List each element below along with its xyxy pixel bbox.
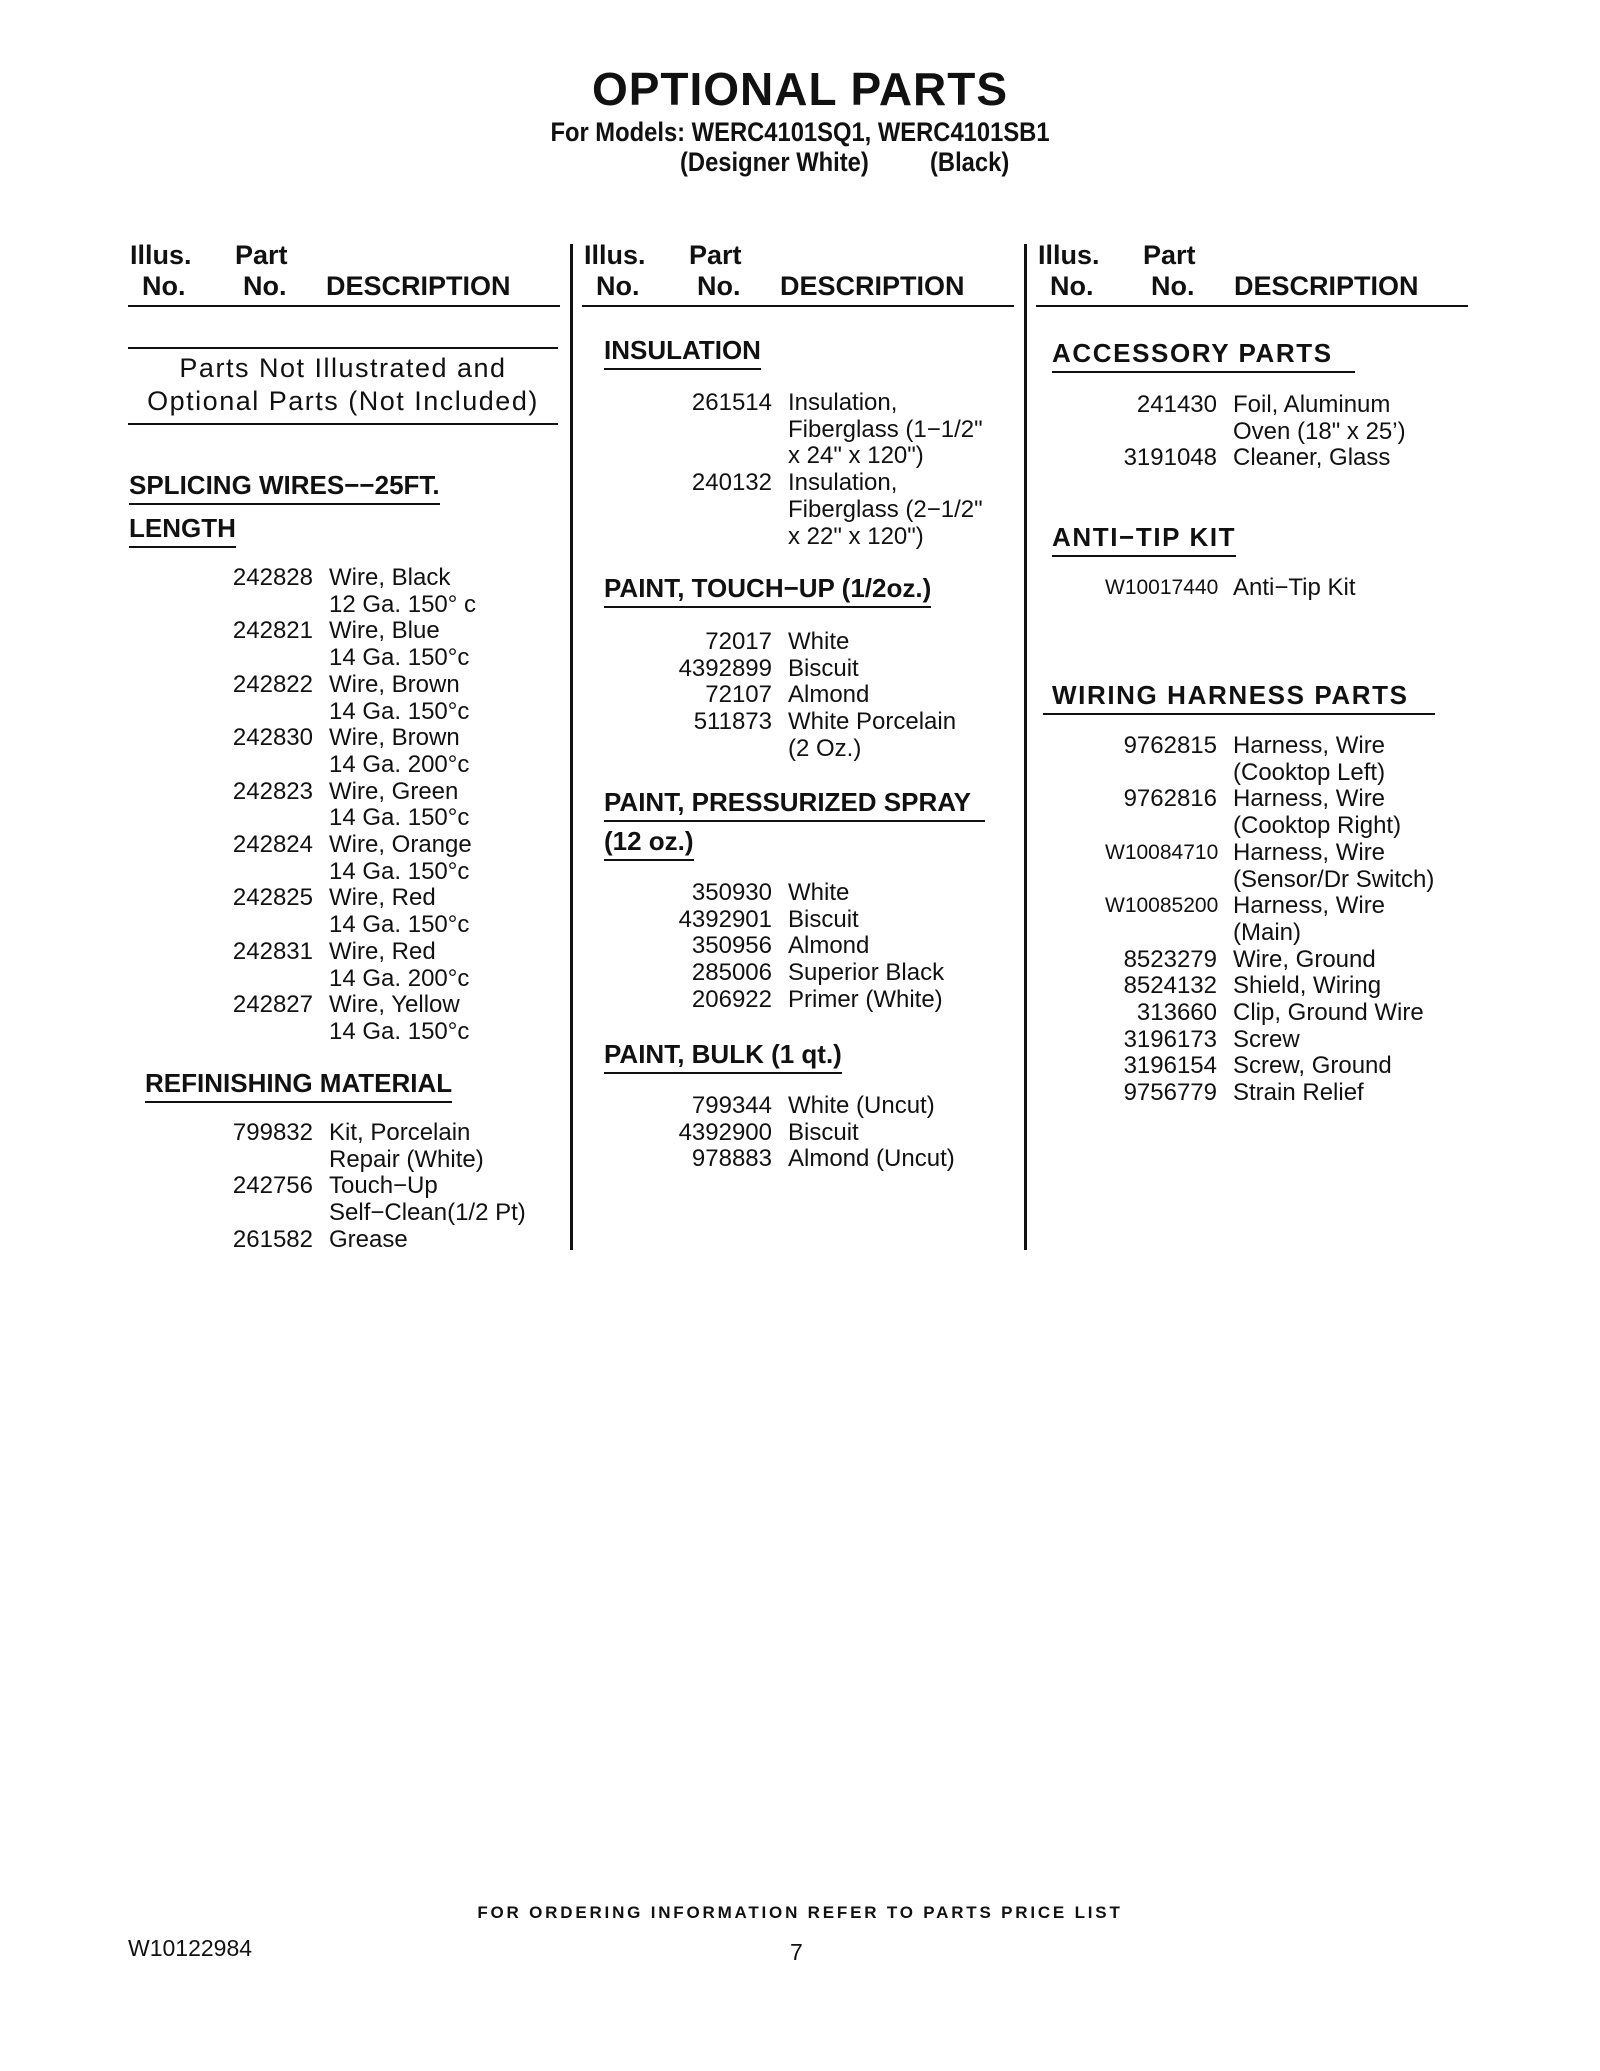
- part-number: 799832: [232, 1119, 313, 1146]
- part-number: [213, 1147, 313, 1174]
- part-row: [1105, 575, 1356, 602]
- part-description: Primer (White): [788, 985, 943, 1013]
- part-number: 978883: [691, 1145, 772, 1173]
- part-description: White Porcelain: [788, 708, 957, 736]
- part-number: [213, 645, 313, 672]
- parts-list-splicing: [213, 565, 476, 1046]
- section-title-splicing-2: LENGTH: [129, 515, 236, 548]
- column-divider-2: [1024, 244, 1027, 1250]
- col2-part-label: Part No.: [689, 240, 742, 302]
- part-description: Wire, Black: [329, 564, 451, 591]
- part-description: Repair (White): [329, 1145, 484, 1173]
- part-number: 242828: [232, 564, 313, 591]
- part-description: Shield, Wiring: [1233, 972, 1382, 1000]
- part-row: [1105, 392, 1406, 419]
- part-row: [1105, 1000, 1434, 1027]
- part-description: Wire, Blue: [329, 617, 440, 645]
- part-description: 14 Ga. 150°c: [329, 644, 470, 672]
- parts-list-refinishing: [213, 1120, 526, 1254]
- part-number: 9762816: [1123, 785, 1217, 813]
- part-description: Wire, Brown: [329, 724, 460, 752]
- part-description: Insulation,: [788, 389, 898, 416]
- part-number: W10017440: [1105, 576, 1219, 599]
- part-description: (Sensor/Dr Switch): [1233, 865, 1435, 893]
- part-row-continuation: [213, 805, 476, 832]
- part-row: [213, 1227, 526, 1254]
- part-row: [670, 629, 956, 656]
- part-row: [213, 1120, 526, 1147]
- part-description: (Main): [1233, 918, 1302, 946]
- part-description: Insulation,: [788, 469, 898, 497]
- part-number: [1105, 867, 1217, 894]
- part-row: [670, 960, 944, 987]
- part-number: 261582: [232, 1225, 313, 1253]
- part-number: 3196154: [1123, 1052, 1217, 1080]
- part-description: Clip, Ground Wire: [1233, 999, 1424, 1027]
- parts-list-touchup: [670, 629, 956, 763]
- part-row: [670, 1120, 955, 1147]
- part-description: Biscuit: [788, 905, 859, 933]
- section-title-splicing: SPLICING WIRES−−25FT.: [129, 472, 440, 505]
- ordering-info-note: FOR ORDERING INFORMATION REFER TO PARTS PRICE LIST: [477, 1903, 1123, 1922]
- section-title-touchup: PAINT, TOUCH−UP (1/2oz.): [604, 575, 931, 608]
- col1-part-label: Part No.: [235, 240, 288, 302]
- part-number: 241430: [1136, 391, 1217, 418]
- part-row: [213, 779, 476, 806]
- part-row: [213, 832, 476, 859]
- part-description: 14 Ga. 150°c: [329, 857, 470, 885]
- part-description: Wire, Ground: [1233, 945, 1376, 973]
- part-description: 14 Ga. 200°c: [329, 750, 470, 778]
- part-row-continuation: [670, 736, 956, 763]
- section-title-spray-2: (12 oz.): [604, 828, 694, 861]
- part-row: [213, 672, 476, 699]
- part-number: 350956: [691, 932, 772, 960]
- parts-list-antitip: [1105, 575, 1356, 602]
- part-number: [670, 736, 772, 763]
- part-row: [670, 907, 944, 934]
- part-description: Harness, Wire: [1233, 732, 1386, 759]
- part-row-continuation: [1105, 760, 1434, 787]
- model-color-white: (Designer White): [680, 147, 869, 177]
- document-number: W10122984: [128, 1935, 253, 1961]
- part-number: 206922: [691, 985, 772, 1013]
- part-number: 242831: [232, 937, 313, 965]
- part-row-continuation: [213, 1200, 526, 1227]
- parts-list-bulk: [670, 1093, 955, 1173]
- part-number: [1105, 920, 1217, 947]
- part-description: White: [788, 628, 850, 655]
- part-row: [670, 709, 956, 736]
- part-row-continuation: [213, 592, 476, 619]
- part-row-continuation: [213, 859, 476, 886]
- part-number: 9756779: [1123, 1079, 1217, 1107]
- part-number: W10085200: [1105, 894, 1219, 918]
- part-number: 3196173: [1123, 1025, 1217, 1053]
- parts-list-accessory: [1105, 392, 1406, 472]
- part-row: [213, 939, 476, 966]
- part-number: 242827: [232, 991, 313, 1019]
- part-number: 240132: [691, 469, 772, 497]
- part-description: Fiberglass (2−1/2": [788, 495, 983, 523]
- note-bottom-rule: [128, 423, 558, 425]
- part-row: [670, 987, 944, 1014]
- part-row: [1105, 840, 1434, 867]
- part-row-continuation: [670, 417, 983, 444]
- part-row-continuation: [213, 966, 476, 993]
- part-number: 3191048: [1123, 444, 1217, 472]
- part-description: Fiberglass (1−1/2": [788, 415, 983, 443]
- part-description: Wire, Green: [329, 777, 459, 805]
- part-description: Wire, Orange: [329, 831, 472, 859]
- part-row: [1105, 947, 1434, 974]
- part-description: Cleaner, Glass: [1233, 444, 1391, 472]
- part-row: [1105, 786, 1434, 813]
- col3-description-label: DESCRIPTION: [1234, 271, 1419, 301]
- section-title-bulk: PAINT, BULK (1 qt.): [604, 1041, 842, 1074]
- part-number: 8524132: [1123, 972, 1217, 1000]
- part-description: Anti−Tip Kit: [1233, 574, 1356, 601]
- col3-part-label: Part No.: [1143, 240, 1196, 302]
- part-row: [1105, 733, 1434, 760]
- part-description: White (Uncut): [788, 1092, 935, 1119]
- part-description: Biscuit: [788, 1118, 859, 1146]
- part-row: [670, 880, 944, 907]
- part-number: 242822: [232, 670, 313, 698]
- part-number: 8523279: [1123, 945, 1217, 973]
- models-line: For Models: WERC4101SQ1, WERC4101SB1: [550, 117, 1050, 147]
- part-number: 313660: [1136, 999, 1217, 1027]
- part-description: (Cooktop Right): [1233, 812, 1402, 840]
- part-row-continuation: [213, 1019, 476, 1046]
- part-number: [213, 592, 313, 619]
- part-description: Almond (Uncut): [788, 1145, 955, 1173]
- part-number: W10084710: [1105, 840, 1219, 864]
- col2-header-rule: [582, 305, 1014, 307]
- part-row: [1105, 893, 1434, 920]
- col1-header-rule: [128, 305, 560, 307]
- part-description: Wire, Red: [329, 884, 436, 912]
- part-description: Grease: [329, 1225, 408, 1253]
- part-number: 511873: [693, 708, 772, 736]
- part-number: 242825: [232, 884, 313, 912]
- part-number: [213, 1200, 313, 1227]
- part-number: [213, 699, 313, 726]
- part-number: 285006: [691, 959, 772, 987]
- part-description: 14 Ga. 200°c: [329, 964, 470, 992]
- part-description: Wire, Red: [329, 937, 436, 965]
- part-number: 4392899: [678, 654, 772, 682]
- part-description: Almond: [788, 932, 870, 960]
- part-row: [1105, 1053, 1434, 1080]
- part-description: 14 Ga. 150°c: [329, 697, 470, 725]
- part-description: White: [788, 879, 850, 906]
- note-top-rule: [128, 347, 558, 349]
- part-number: 72017: [705, 628, 772, 655]
- part-row-continuation: [1105, 867, 1434, 894]
- part-number: 242821: [232, 617, 313, 645]
- part-description: 14 Ga. 150°c: [329, 911, 470, 939]
- part-row: [213, 565, 476, 592]
- section-title-spray: PAINT, PRESSURIZED SPRAY: [604, 789, 985, 822]
- model-color-black: (Black): [930, 147, 1010, 177]
- section-title-insulation: INSULATION: [604, 337, 761, 370]
- part-row-continuation: [670, 443, 983, 470]
- part-number: [1105, 813, 1217, 840]
- part-row: [670, 390, 983, 417]
- parts-list-spray: [670, 880, 944, 1014]
- part-row: [213, 1173, 526, 1200]
- part-number: 9762815: [1123, 732, 1217, 759]
- parts-list-wiring: [1105, 733, 1434, 1107]
- part-row-continuation: [1105, 920, 1434, 947]
- col2-illus-label: Illus. No.: [584, 240, 646, 302]
- parts-list-insulation: [670, 390, 983, 550]
- part-description: 14 Ga. 150°c: [329, 804, 470, 832]
- column-divider-1: [570, 244, 573, 1250]
- part-number: 72107: [705, 681, 772, 709]
- part-description: Wire, Yellow: [329, 991, 460, 1019]
- part-number: 242824: [232, 831, 313, 859]
- part-number: [1105, 419, 1217, 446]
- col3-header-rule: [1036, 305, 1468, 307]
- part-row-continuation: [670, 524, 983, 551]
- part-number: [670, 524, 772, 551]
- part-description: Harness, Wire: [1233, 838, 1386, 866]
- part-row: [670, 1146, 955, 1173]
- col1-description-label: DESCRIPTION: [326, 271, 511, 301]
- part-description: Kit, Porcelain: [329, 1119, 471, 1146]
- part-row: [213, 618, 476, 645]
- part-row: [1105, 973, 1434, 1000]
- part-description: Screw, Ground: [1233, 1052, 1392, 1080]
- part-number: 242756: [232, 1172, 313, 1200]
- part-number: [213, 966, 313, 993]
- part-number: [1105, 760, 1217, 787]
- part-number: 350930: [691, 879, 772, 906]
- part-row-continuation: [670, 497, 983, 524]
- page-number: 7: [790, 1939, 803, 1965]
- part-row: [1105, 445, 1406, 472]
- part-row: [670, 933, 944, 960]
- part-row-continuation: [213, 912, 476, 939]
- part-number: 4392901: [678, 905, 772, 933]
- part-row: [670, 682, 956, 709]
- part-description: Strain Relief: [1233, 1079, 1364, 1107]
- col3-illus-label: Illus. No.: [1038, 240, 1100, 302]
- part-description: Biscuit: [788, 654, 859, 682]
- part-number: [670, 443, 772, 470]
- part-description: Oven (18" x 25’): [1233, 417, 1406, 445]
- part-description: Wire, Brown: [329, 670, 460, 698]
- part-row-continuation: [213, 752, 476, 779]
- part-number: [213, 859, 313, 886]
- part-row: [213, 992, 476, 1019]
- part-description: Touch−Up: [329, 1172, 438, 1200]
- section-title-refinishing: REFINISHING MATERIAL: [145, 1070, 452, 1103]
- part-row-continuation: [213, 1147, 526, 1174]
- part-description: Almond: [788, 681, 870, 709]
- part-description: x 24" x 120"): [788, 442, 924, 470]
- section-title-antitip: ANTI−TIP KIT: [1052, 524, 1236, 557]
- part-row-continuation: [1105, 813, 1434, 840]
- col1-illus-label: Illus. No.: [130, 240, 192, 302]
- part-row: [670, 1093, 955, 1120]
- part-number: [213, 1019, 313, 1046]
- part-row: [670, 656, 956, 683]
- part-number: [213, 805, 313, 832]
- section-title-wiring: WIRING HARNESS PARTS: [1043, 682, 1435, 715]
- part-number: 261514: [691, 389, 772, 416]
- part-number: 242823: [232, 777, 313, 805]
- part-number: [670, 497, 772, 524]
- not-illustrated-note: Parts Not Illustrated and Optional Parts (Not Included): [147, 353, 539, 416]
- part-number: 242830: [232, 724, 313, 752]
- col2-description-label: DESCRIPTION: [780, 271, 965, 301]
- part-row: [213, 885, 476, 912]
- part-number: [213, 912, 313, 939]
- part-description: x 22" x 120"): [788, 522, 924, 550]
- part-description: (2 Oz.): [788, 734, 862, 762]
- part-row: [1105, 1027, 1434, 1054]
- section-title-accessory: ACCESSORY PARTS: [1052, 340, 1355, 373]
- part-description: 12 Ga. 150° c: [329, 590, 477, 618]
- part-description: Foil, Aluminum: [1233, 391, 1391, 418]
- part-row-continuation: [213, 645, 476, 672]
- part-row-continuation: [1105, 419, 1406, 446]
- part-description: 14 Ga. 150°c: [329, 1017, 470, 1045]
- part-description: Self−Clean(1/2 Pt): [329, 1199, 526, 1227]
- part-description: Screw: [1233, 1025, 1300, 1053]
- part-row: [213, 725, 476, 752]
- part-description: Harness, Wire: [1233, 785, 1386, 813]
- part-row: [1105, 1080, 1434, 1107]
- part-number: [213, 752, 313, 779]
- page-title: OPTIONAL PARTS: [591, 63, 1009, 115]
- part-row: [670, 470, 983, 497]
- part-description: Harness, Wire: [1233, 892, 1386, 920]
- part-number: 799344: [691, 1092, 772, 1119]
- part-row-continuation: [213, 699, 476, 726]
- part-description: Superior Black: [788, 959, 945, 987]
- part-description: (Cooktop Left): [1233, 758, 1386, 786]
- part-number: [670, 417, 772, 444]
- part-number: 4392900: [678, 1118, 772, 1146]
